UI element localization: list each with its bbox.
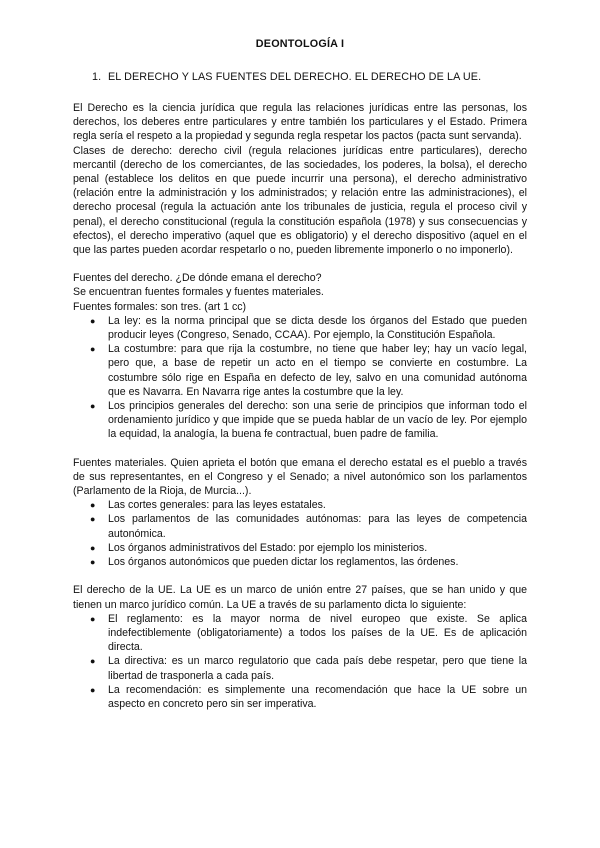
list-item (73, 399, 527, 442)
bullet-icon: ● (90, 514, 96, 525)
list-item-text: El reglamento: es la mayor norma de nivel europeo que existe. Se aplica indefectiblemente (obligatoriamente) a todos los países de la UE. Es de aplicación directa. (108, 612, 527, 654)
intro-paragraph: El Derecho es la ciencia jurídica que regula las relaciones jurídicas entre las personas, los derechos, los deberes entre particulares y entre también los particulares y el Estado. Primera regla sería el respeto a la propiedad y segunda regla respetar los pactos (pacta sunt servanda). (73, 102, 527, 143)
bullet-icon: ● (90, 315, 96, 326)
document-body (73, 101, 527, 711)
document-title: DEONTOLOGÍA I (255, 38, 345, 50)
list-item (73, 654, 527, 682)
spacer (73, 569, 527, 583)
list-item-text: La ley: es la norma principal que se dicta desde los órganos del Estado que pueden producir leyes (Congreso, Senado, CCAA). Por ejemplo, la Constitución Española. (108, 314, 527, 342)
bullet-icon: ● (90, 401, 96, 412)
fuentes-line-3: Fuentes formales: son tres. (art 1 cc) (73, 300, 247, 313)
fuentes-line-1: Fuentes del derecho. ¿De dónde emana el derecho? (73, 272, 322, 285)
bullet-icon: ● (90, 542, 96, 553)
list-item-text: Los parlamentos de las comunidades autónomas: para las leyes de competencia autonómica. (108, 513, 527, 540)
materiales-paragraph: Fuentes materiales. Quien aprieta el botón que emana el derecho estatal es el pueblo a través de sus representantes, en el Congreso y el Senado; a nivel autonómico son los parlamentos (Parlamento de la Rioja, de Murcia...). (73, 456, 527, 498)
list-item-text: Los principios generales del derecho: son una serie de principios que informan todo el ordenamiento jurídico y que impide que se pueda hablar de un vacío de ley. Por ejemplo la equidad, la analogía, la buena fe contractual, buen padre de familia. (108, 400, 527, 441)
bullet-icon: ● (90, 684, 96, 695)
ue-list (73, 612, 527, 711)
list-item (73, 314, 527, 342)
ue-paragraph: El derecho de la UE. La UE es un marco de unión entre 27 países, que se han unido y que tienen un marco jurídico común. La UE a través de su parlamento dicta lo siguiente: (73, 584, 527, 611)
section-heading (92, 70, 560, 84)
list-item (73, 541, 527, 555)
section-number: 1. (92, 71, 102, 83)
list-item-text: Los órganos administrativos del Estado: por ejemplo los ministerios. (108, 541, 428, 554)
list-item-text: Las cortes generales: para las leyes estatales. (108, 499, 326, 512)
list-item (73, 498, 527, 512)
clases-paragraph: Clases de derecho: derecho civil (regula relaciones jurídicas entre particulares), derecho mercantil (derecho de los comerciantes, de las sociedades, los poderes, la bolsa), el derecho penal (establece los delitos en que puede incurrir una persona), el derecho administrativo (relación entre la administración y los administrados; y relación entre las administraciones), el derecho procesal (regula la actuación ante los tribunales de justicia, regula el proceso civil y penal), el derecho constitucional (regula la constitución española (1978) y sus consecuencias y efectos), el derecho imperativo (aquel que es obligatorio) y el derecho dispositivo (aquel en el que las partes pueden acordar respetarlo o no, pueden libremente imponerlo o no imponerlo). (73, 144, 527, 257)
fuentes-materiales-list (73, 498, 527, 569)
bullet-icon: ● (90, 613, 96, 624)
section-heading-text: EL DERECHO Y LAS FUENTES DEL DERECHO. EL DERECHO DE LA UE. (108, 71, 482, 83)
bullet-icon: ● (90, 557, 96, 568)
list-item-text: La costumbre: para que rija la costumbre, no tiene que haber ley; hay un vacío legal, pero que, a base de repetir un acto en el tiempo se convierte en costumbre. La costumbre sólo rige en España en defecto de ley, salvo en una comunidad autónoma que es Navarra. En Navarra rige antes la costumbre que la ley. (108, 343, 527, 398)
list-item-text: Los órganos autonómicos que pueden dictar los reglamentos, las órdenes. (108, 556, 459, 569)
list-item-text: La directiva: es un marco regulatorio que cada país debe respetar, pero que tiene la libertad de trasponerla a cada país. (108, 655, 527, 682)
fuentes-formales-list (73, 314, 527, 442)
spacer (73, 257, 527, 271)
list-item (73, 683, 527, 711)
list-item (73, 512, 527, 540)
list-item (73, 612, 527, 655)
bullet-icon: ● (90, 344, 96, 355)
list-item (73, 342, 527, 399)
list-item-text: La recomendación: es simplemente una recomendación que hace la UE sobre un aspecto en concreto pero sin ser imperativa. (108, 683, 527, 710)
list-item (73, 555, 527, 569)
spacer (73, 442, 527, 456)
bullet-icon: ● (90, 656, 96, 667)
bullet-icon: ● (90, 500, 96, 511)
fuentes-line-2: Se encuentran fuentes formales y fuentes materiales. (73, 286, 324, 299)
